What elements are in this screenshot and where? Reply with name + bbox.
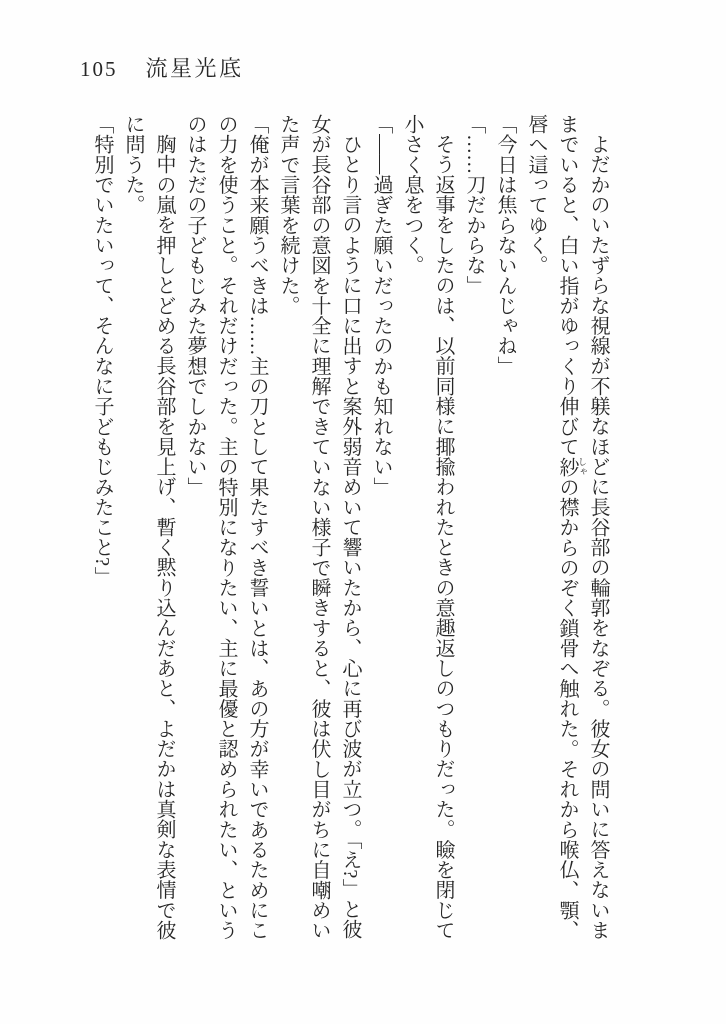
ruby-furigana: しゃ [577, 456, 587, 477]
page-number: 105 [80, 57, 118, 81]
paragraph-narration-1 [520, 114, 613, 959]
paragraph-dialogue-3: 「――過ぎた願いだったのかも知れない」 [370, 114, 392, 497]
paragraph-narration-4: 胸中の嵐を押しとどめる長谷部を見上げ、暫く黙り込んだあと、よだかは真剣な表情で彼に問うた。 [122, 114, 175, 940]
chapter-title: 流星光底 [145, 56, 244, 81]
paragraph-narration-3: ひとり言のように口に出すと案外弱音めいて響いたから、心に再び波が立つ。「え?」と彼女が長谷部の意図を十全に理解できていない様子で瞬きすると、彼は伏し目がちに自嘲めいた声で言葉を続けた。 [277, 114, 361, 941]
ruby-base: 紗 [556, 456, 578, 477]
paragraph-text: よだかのいたずらな視線が不躾なほどに長谷部の輪郭をなぞる。彼女の問いに答えないままでいると、白い指がゆっくり伸びて [556, 114, 609, 940]
novel-text-body [85, 114, 613, 959]
paragraph-dialogue-2: 「……刀だからな」 [463, 114, 485, 296]
paragraph-dialogue-4: 「俺が本来願うべきは……主の刀として果たすべき誓いとは、あの方が幸いであるためにこの力を使うこと。それだけだった。主の特別になりたい、主に最優と認められたい、というのはただの子どもじみた夢想でしかない」 [184, 114, 268, 941]
paragraph-text: の襟からのぞく鎖骨へ触れた。それから喉仏、顎、唇へ這ってゆく。 [525, 114, 578, 941]
ruby-annotation [556, 456, 587, 477]
page-header [80, 52, 244, 83]
paragraph-dialogue-1: 「今日は焦らないんじゃね」 [494, 114, 516, 376]
paragraph-narration-2: そう返事をしたのは、以前同様に揶揄われたときの意趣返しのつもりだった。瞼を閉じて小さく息をつく。 [401, 114, 454, 940]
paragraph-dialogue-5: 「特別でいたいって、そんなに子どもじみたこと?」 [91, 114, 113, 587]
